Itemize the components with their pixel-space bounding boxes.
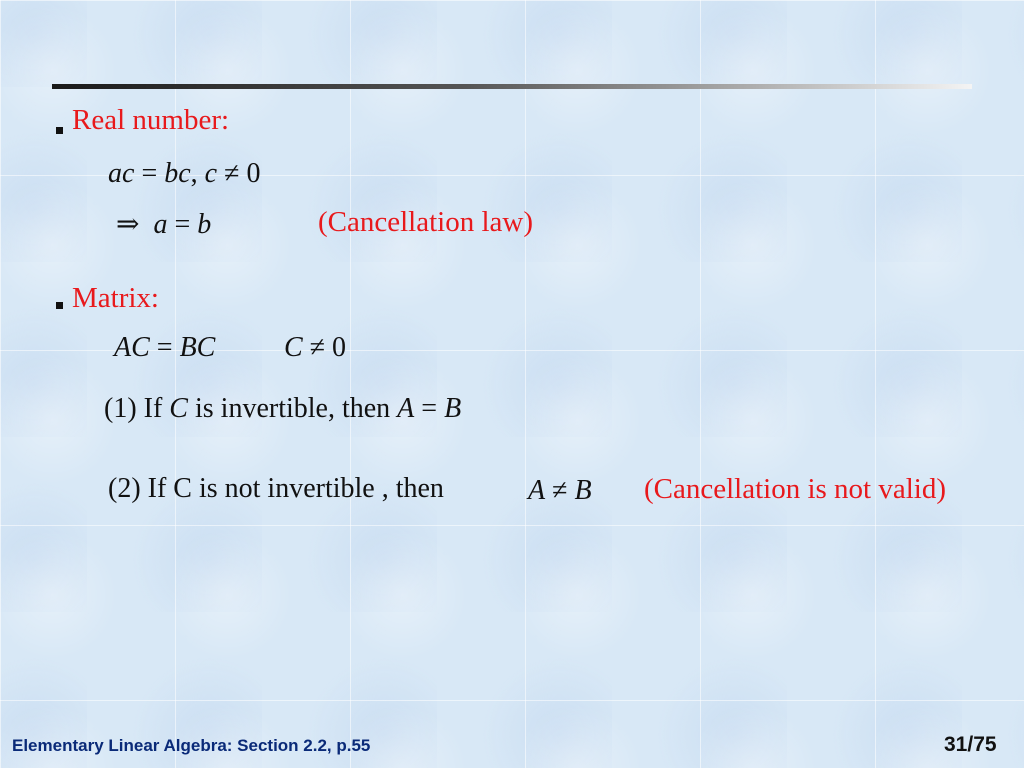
- matrix-heading: Matrix:: [72, 282, 159, 314]
- case-2-inequality: A ≠ B: [528, 475, 592, 506]
- bullet-icon: [56, 302, 63, 309]
- title-divider: [52, 84, 972, 89]
- real-number-heading: Real number:: [72, 104, 230, 136]
- bullet-icon: [56, 127, 63, 134]
- matrix-condition: C ≠ 0: [284, 332, 347, 363]
- case-1-statement: (1) If C is invertible, then A = B: [104, 393, 462, 424]
- footer-title: Elementary Linear Algebra: Section 2.2, p.55: [12, 736, 371, 755]
- real-equation-1: ac = bc, c ≠ 0: [108, 158, 261, 189]
- case-2-statement: (2) If C is not invertible , then: [108, 473, 444, 504]
- matrix-equation: AC = BC: [114, 332, 216, 363]
- cancellation-not-valid-note: (Cancellation is not valid): [644, 473, 947, 505]
- page-number: 31/75: [944, 733, 997, 756]
- real-equation-2: ⇒ a = b: [116, 209, 212, 240]
- cancellation-law-note: (Cancellation law): [318, 206, 533, 238]
